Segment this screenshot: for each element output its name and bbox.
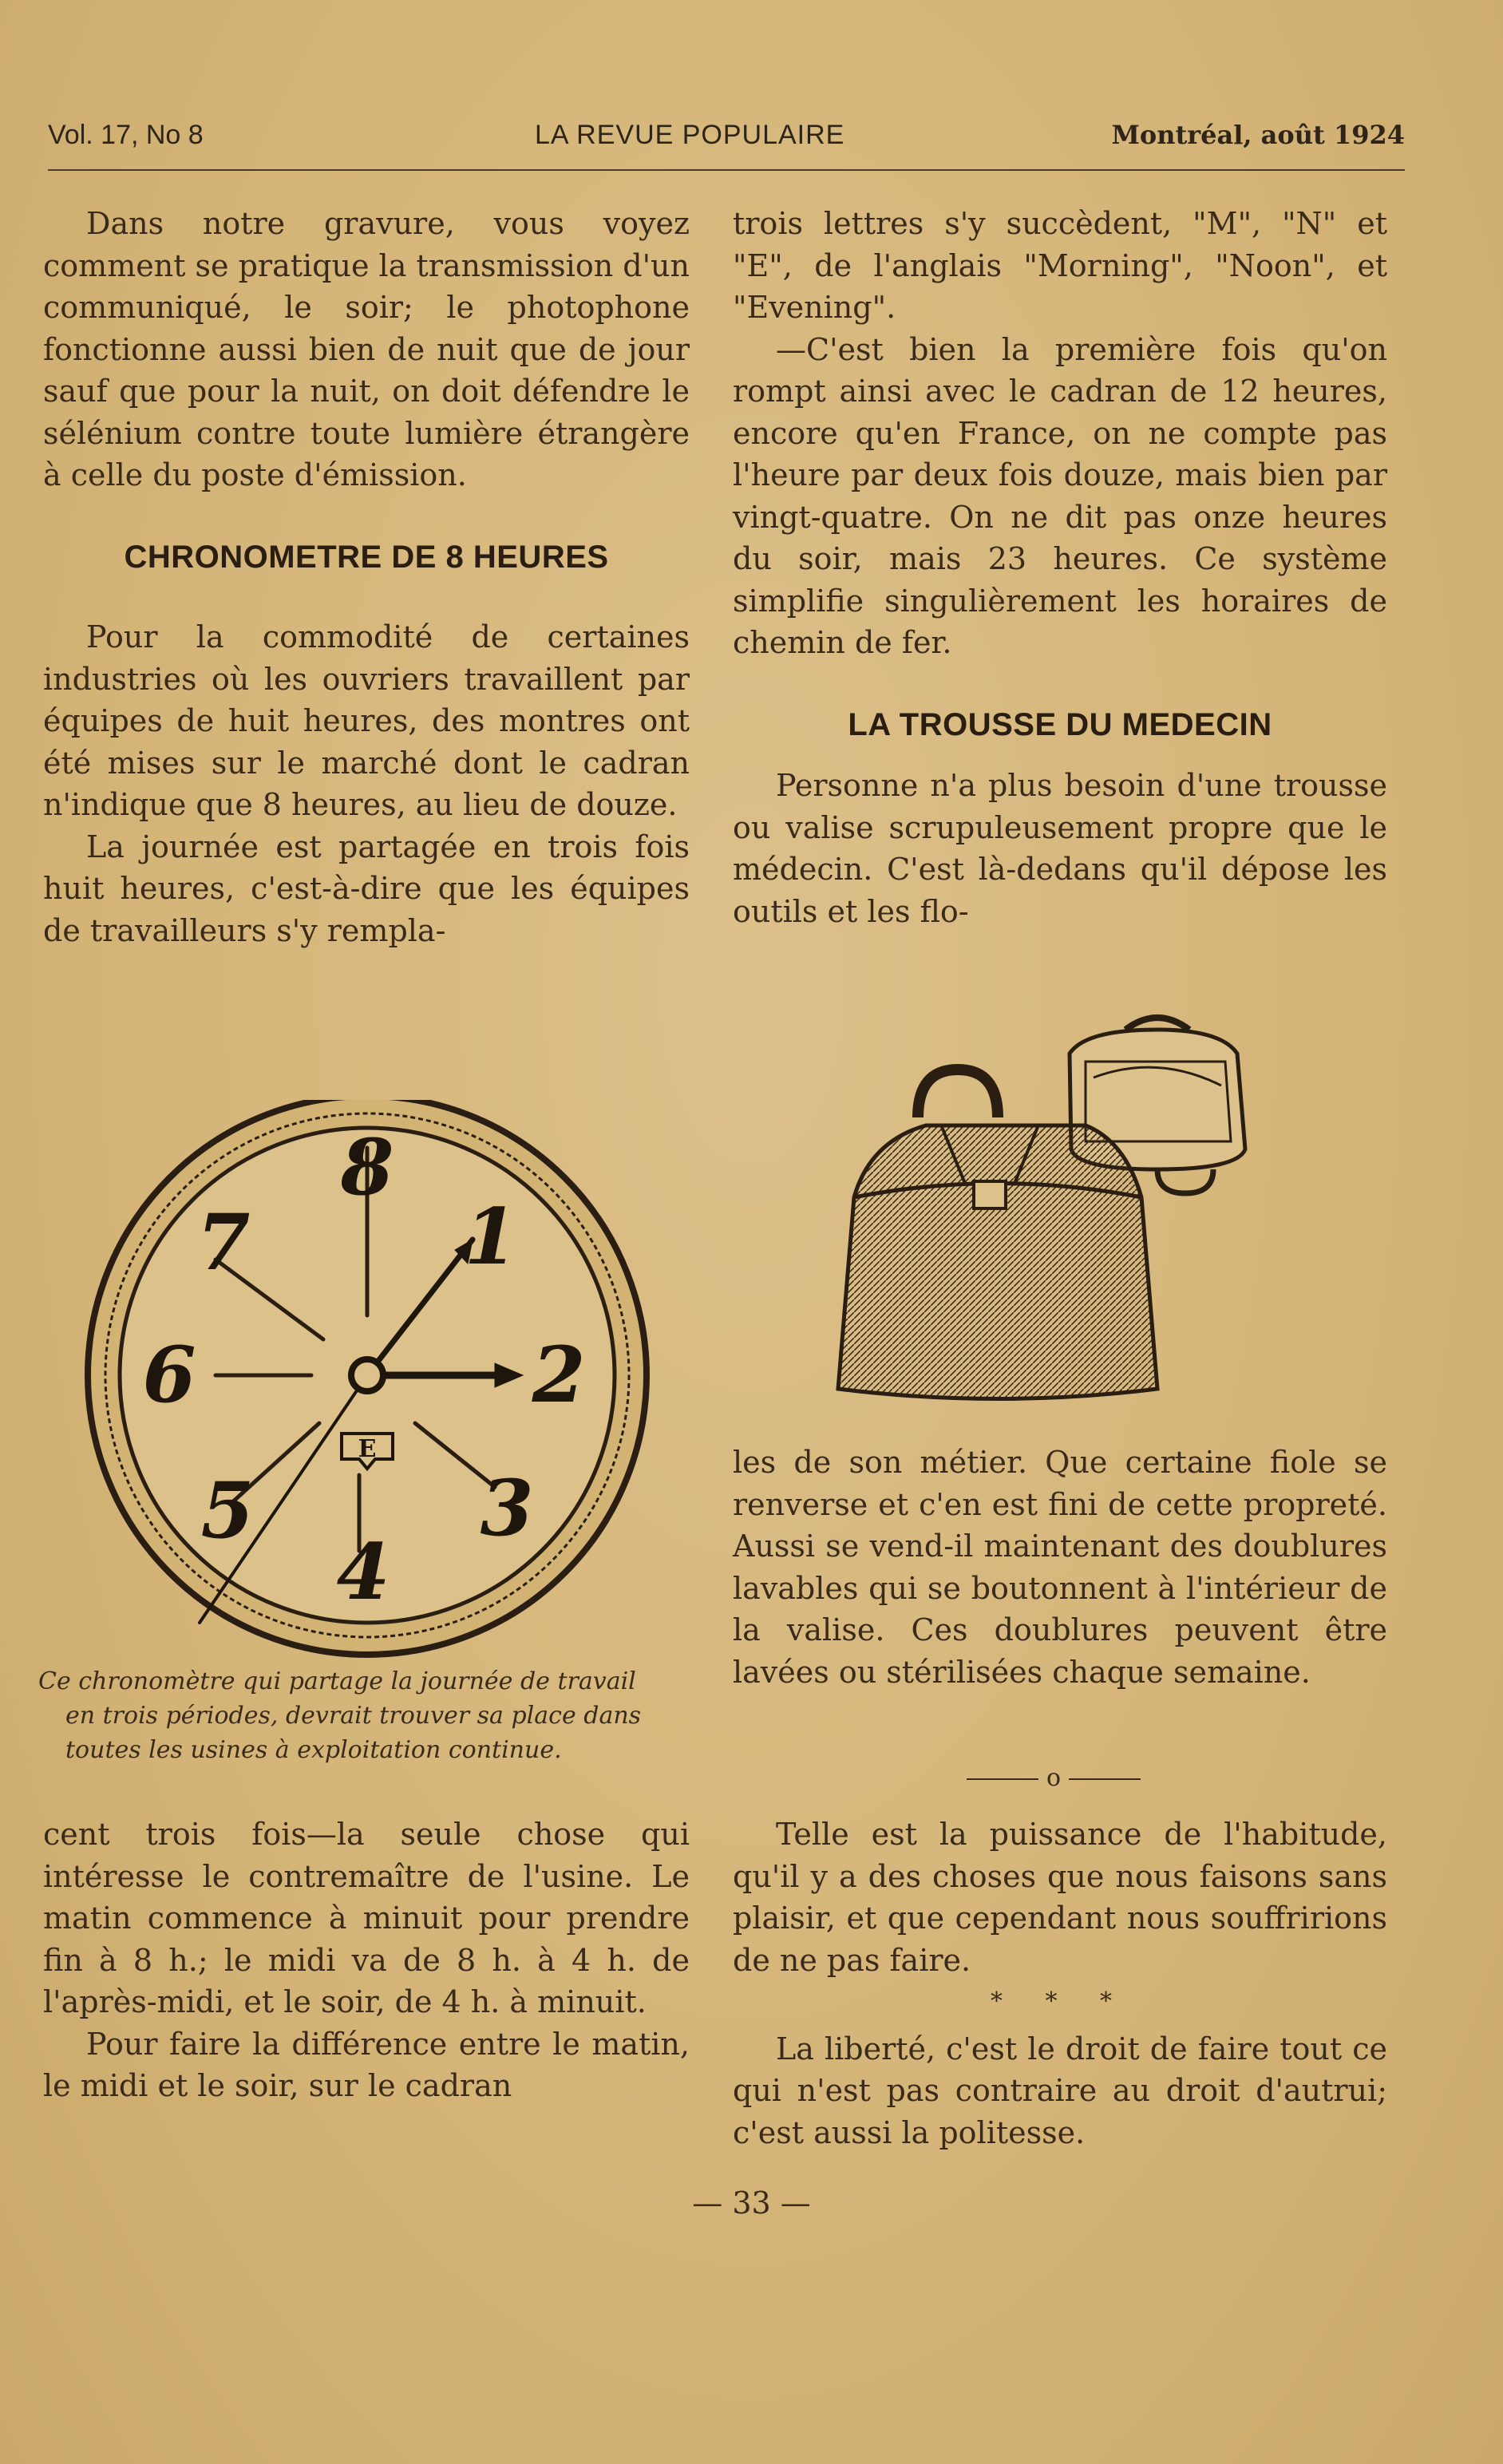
clock-illustration <box>80 1100 655 1662</box>
clock-drawing <box>80 1100 655 1659</box>
doctor-bag-illustration <box>822 1006 1301 1424</box>
caption-line-2: en trois périodes, devrait trouver sa place dans <box>65 1702 642 1730</box>
paragraph-difference: Pour faire la différence entre le matin, le midi et le soir, sur le cadran <box>43 2026 690 2103</box>
separator-line-right <box>1069 1778 1141 1780</box>
paragraph-trousse: Personne n'a plus besoin d'une trousse ou valise scrupuleusement propre que le médecin. C'est là-dedans qu'il dépose les outils et les flo- <box>733 768 1387 929</box>
clock-badge-letter: E <box>358 1435 377 1463</box>
heading-chronometre: CHRONOMETRE DE 8 HEURES <box>124 539 609 575</box>
paragraph-doublures: les de son métier. Que certaine fiole se renverse et c'en est fini de cette propreté. Aussi se vend-il maintenant des doublures lavables qui se boutonnent à l'intérieur de la valise. Ces doublures peuvent être lavées ou stérilisées chaque semaine. <box>733 1445 1387 1690</box>
numeral-2: 2 <box>532 1330 586 1420</box>
separator-line-left <box>967 1778 1038 1780</box>
clock-caption <box>38 1664 693 1767</box>
header-rule <box>48 169 1405 171</box>
page-number: — 33 — <box>692 2185 811 2221</box>
left-column-top <box>43 203 690 951</box>
paragraph-photophone: Dans notre gravure, vous voyez comment se pratique la transmission d'un communiqué, le soir; le photophone fonctionne aussi bien de nuit que de jour sauf que pour la nuit, on doit défendre le sélénium contre toute lumière étrangère à celle du poste d'émission. <box>43 206 690 492</box>
numeral-1: 1 <box>464 1192 518 1282</box>
right-column-bottom <box>733 1442 1387 1693</box>
paragraph-cadran-12: —C'est bien la première fois qu'on rompt ainsi avec le cadran de 12 heures, encore qu'en France, on ne compte pas l'heure par deux fois douze, mais bien par vingt-quatre. On ne dit pas onze heures du soir, mais 23 heures. Ce système simplifie singulièrement les horaires de chemin de fer. <box>733 331 1387 660</box>
clock-center <box>351 1359 383 1391</box>
heading-trousse: LA TROUSSE DU MEDECIN <box>848 706 1272 742</box>
numeral-8: 8 <box>340 1122 394 1212</box>
running-header <box>48 120 1405 160</box>
paragraph-chronometre-1: Pour la commodité de certaines industries où les ouvriers travaillent par équipes de huit heures, des montres ont été mises sur le marché dont le cadran n'indique que 8 heures, au lieu de douze. <box>43 619 690 822</box>
separator-mark: o <box>1046 1764 1062 1792</box>
numeral-7: 7 <box>196 1197 251 1287</box>
stars-divider: * * * <box>990 1987 1130 2015</box>
paragraph-chronometre-2: La journée est partagée en trois fois huit heures, c'est-à-dire que les équipes de travailleurs s'y rempla- <box>43 829 690 948</box>
volume-info: Vol. 17, No 8 <box>48 120 204 150</box>
numeral-6: 6 <box>142 1330 196 1420</box>
caption-line-1: Ce chronomètre qui partage la journée de travail <box>38 1667 636 1695</box>
numeral-3: 3 <box>480 1463 534 1553</box>
section-separator <box>958 1762 1149 1794</box>
publication-title: LA REVUE POPULAIRE <box>535 120 845 150</box>
numeral-4: 4 <box>336 1527 390 1617</box>
doctor-bag-drawing <box>822 1006 1301 1421</box>
paragraph-liberte: La liberté, c'est le droit de faire tout ce qui n'est pas contraire au droit d'autrui; c'est aussi la politesse. <box>733 2031 1387 2150</box>
paragraph-habitude: Telle est la puissance de l'habitude, qu'il y a des choses que nous faisons sans plaisir, et que cependant nous souffririons de ne pas faire. <box>733 1817 1387 1978</box>
right-column-maxims <box>733 1813 1387 2154</box>
right-column-top <box>733 203 1387 932</box>
paragraph-trois-fois: cent trois fois—la seule chose qui intéresse le contremaître de l'usine. Le matin commence à minuit pour prendre fin à 8 h.; le midi va de 8 h. à 4 h. de l'après-midi, et le soir, de 4 h. à minuit. <box>43 1817 690 2019</box>
issue-date: Montréal, août 1924 <box>1111 120 1405 150</box>
left-column-bottom <box>43 1813 690 2107</box>
caption-line-3: toutes les usines à exploitation continue. <box>65 1736 562 1764</box>
numeral-5: 5 <box>200 1465 255 1556</box>
paragraph-lettres: trois lettres s'y succèdent, "M", "N" et "E", de l'anglais "Morning", "Noon", et "Evening". <box>733 206 1387 325</box>
